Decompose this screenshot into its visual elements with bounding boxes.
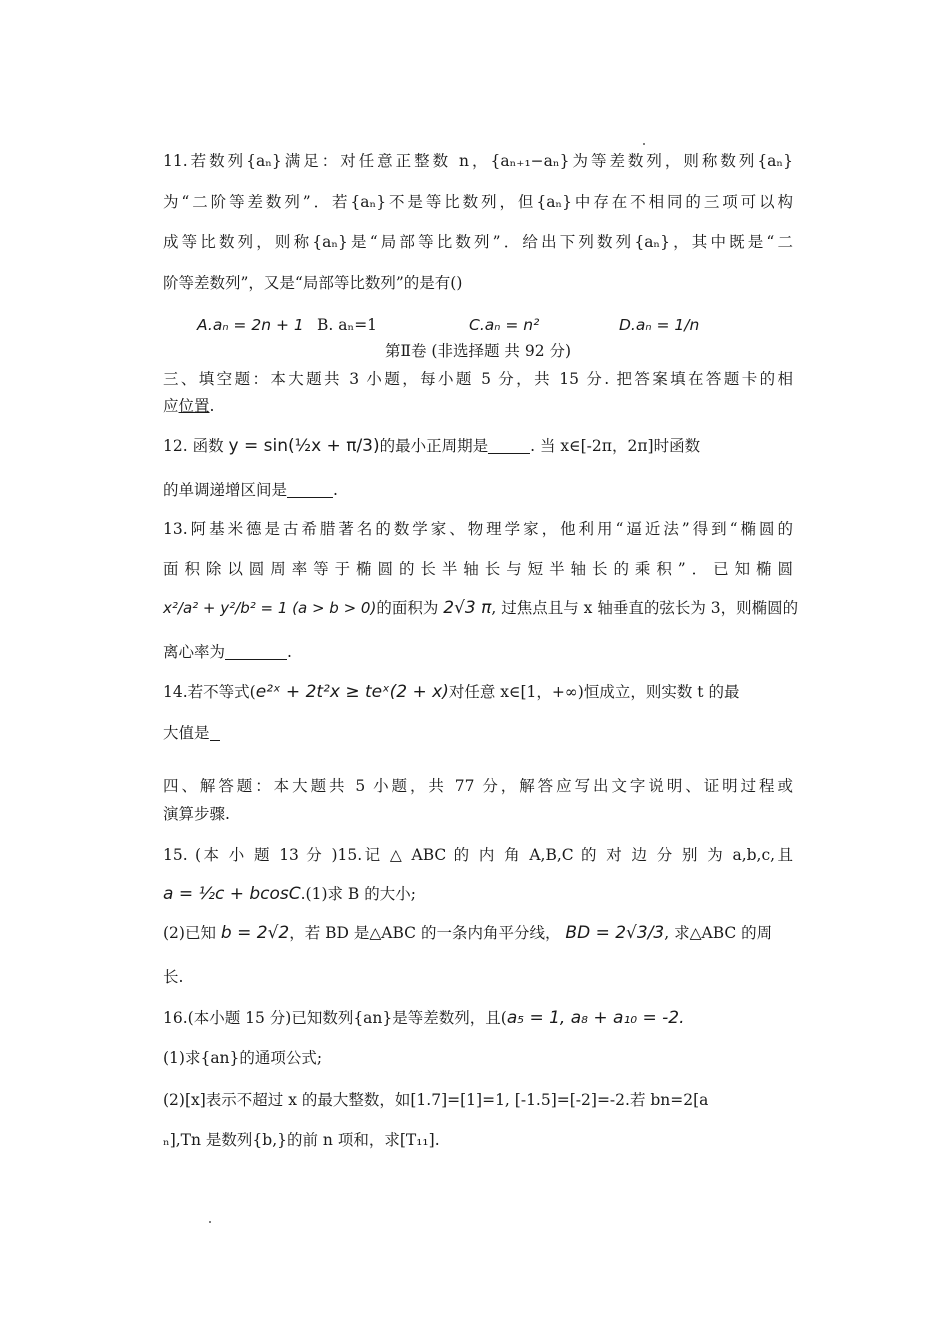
q11-option-c: C.aₙ = n²	[469, 316, 540, 334]
section-4-heading-line-2: 演算步骤.	[163, 805, 230, 823]
q14-line-1	[163, 681, 793, 703]
q15-line-4: 长.	[163, 968, 184, 986]
q13-line-1: 13.阿基米德是古希腊著名的数学家、物理学家，他利用“逼近法”得到“椭圆的	[163, 520, 793, 538]
q13-area-formula: 2√3 π	[443, 598, 492, 618]
q16-part-2-line-2: ₙ],Tn 是数列{b,}的前 n 项和，求[T₁₁].	[163, 1131, 440, 1149]
q14-after-text: 对任意 x∈[1，+∞)恒成立，则实数 t 的最	[448, 683, 740, 701]
q15-after-1: .(1)求 B 的大小;	[300, 885, 416, 903]
q11-line-1: 11.若数列{aₙ}满足：对任意正整数 n，{aₙ₊₁−aₙ}为等差数列，则称数列{aₙ}	[163, 152, 793, 170]
q13-line-4	[163, 641, 793, 663]
q15-formula-1: a = ½c + bcosC	[163, 884, 301, 904]
section-3-text: 应	[163, 397, 179, 415]
q12-formula: y = sin(½x + π/3)	[228, 436, 380, 456]
q12-line-2	[163, 479, 793, 501]
scan-dot	[209, 1221, 211, 1223]
q15-line-2	[163, 883, 793, 905]
section-3-period: .	[209, 397, 215, 415]
section-3-underlined-text: 位置	[178, 397, 210, 415]
q11-option-a: A.aₙ = 2n + 1	[197, 316, 304, 334]
q12-line-1	[163, 435, 793, 457]
q13-answer-blank[interactable]	[225, 643, 287, 660]
q15-part-2-mid: ，若 BD 是△ABC 的一条内角平分线，	[289, 924, 561, 942]
q16-formula: a₅ = 1, a₈ + a₁₀ = -2.	[506, 1008, 685, 1028]
q14-line-2	[163, 722, 793, 744]
q12-answer-blank-2[interactable]	[287, 481, 333, 498]
section-3-heading-line-1: 三、填空题：本大题共 3 小题，每小题 5 分，共 15 分. 把答案填在答题卡的相	[163, 370, 793, 388]
q15-part-2-prefix: (2)已知	[163, 924, 216, 942]
q12-end: .	[333, 481, 338, 499]
q11-line-2: 为“二阶等差数列”．若{aₙ}不是等比数列，但{aₙ}中存在不相同的三项可以构	[163, 193, 793, 211]
q12-after-text: . 当 x∈[-2π，2π]时函数	[530, 437, 701, 455]
q15-line-3	[163, 922, 793, 944]
q14-line-2-text: 大值是	[163, 724, 210, 742]
q16-prefix: 16.(本小题 15 分)已知数列{an}是等差数列，且(	[163, 1009, 507, 1027]
q13-ellipse-formula: x²/a² + y²/b² = 1 (a > b > 0)	[163, 599, 377, 617]
q11-line-4: 阶等差数列”，又是“局部等比数列”的是有()	[163, 274, 463, 292]
q13-line-4-text: 离心率为	[163, 643, 226, 661]
q13-line-3	[163, 597, 799, 619]
q11-option-b: B. aₙ=1	[317, 316, 378, 334]
q16-part-1: (1)求{an}的通项公式;	[163, 1049, 323, 1067]
q13-line-2: 面积除以圆周率等于椭圆的长半轴长与短半轴长的乘积”．已知椭圆	[163, 560, 793, 578]
q11-line-3: 成等比数列，则称{aₙ}是“局部等比数列”．给出下列数列{aₙ}，其中既是“二	[163, 233, 793, 251]
q12-mid-text: 的最小正周期是	[379, 437, 489, 455]
part-2-title: 第Ⅱ卷 (非选择题 共 92 分)	[384, 342, 572, 360]
q13-mid-text: 的面积为	[376, 599, 439, 617]
q11-option-d: D.aₙ = 1/n	[619, 316, 700, 334]
scan-dot	[643, 143, 645, 145]
section-4-heading-line-1: 四、解答题：本大题共 5 小题，共 77 分，解答应写出文字说明、证明过程或	[163, 777, 793, 795]
section-3-heading-line-2	[163, 395, 793, 417]
q16-line-1	[163, 1007, 793, 1029]
q12-prefix: 12. 函数	[163, 437, 224, 455]
q13-after-text: , 过焦点且与 x 轴垂直的弦长为 3，则椭圆的	[491, 599, 799, 617]
q15-formula-2: b = 2√2	[220, 923, 290, 943]
q14-formula: e²ˣ + 2t²x ≥ teˣ(2 + x)	[255, 682, 449, 702]
q16-part-2-line-1: (2)[x]表示不超过 x 的最大整数，如[1.7]=[1]=1, [-1.5]=[-2]=-2.若 bn=2[a	[163, 1091, 709, 1109]
q15-line-1: 15. (本 小 题 13 分 )15.记 △ ABC 的 内 角 A,B,C 的 对 边 分 别 为 a,b,c,且	[163, 846, 793, 864]
q12-answer-blank-1[interactable]	[488, 437, 530, 454]
q14-prefix: 14.若不等式(	[163, 683, 256, 701]
q12-line-2-text: 的单调递增区间是	[163, 481, 288, 499]
q13-end: .	[287, 643, 292, 661]
q14-answer-blank[interactable]	[210, 724, 220, 741]
q15-part-2-after: , 求△ABC 的周	[664, 924, 773, 942]
q15-formula-3: BD = 2√3/3	[565, 923, 665, 943]
